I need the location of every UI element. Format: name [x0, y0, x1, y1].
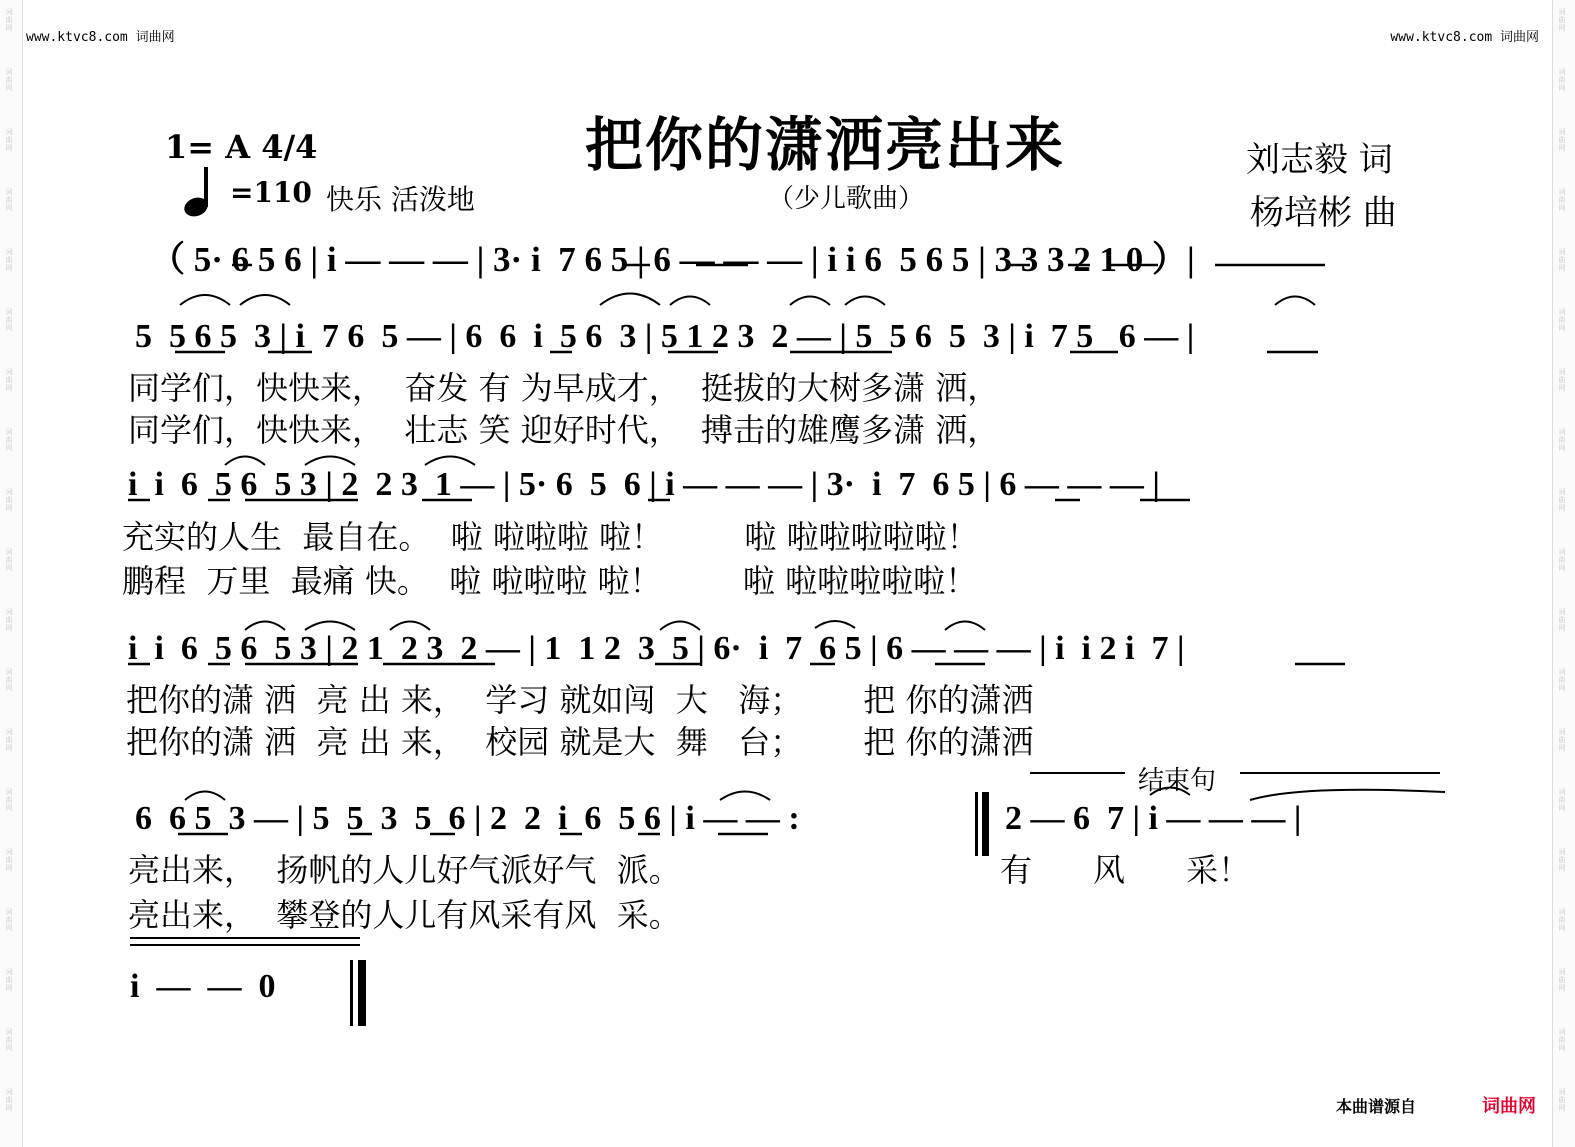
line3-lyric-verse1: 把你的潇 洒 亮 出 来， 学习 就如闯 大 海； 把 你的潇洒	[126, 681, 1034, 719]
final-barline-thick	[358, 960, 366, 1026]
side-watermark-mark: 词 曲 网	[1558, 128, 1566, 152]
composer-credit: 杨培彬 曲	[1250, 193, 1397, 233]
side-watermark-mark: 词 曲 网	[5, 968, 13, 992]
side-watermark-mark: 词 曲 网	[5, 608, 13, 632]
quarter-note-icon	[182, 165, 222, 220]
side-watermark-mark: 词 曲 网	[1558, 248, 1566, 272]
line4-lyric-verse1: 亮出来， 扬帆的人儿好气派好气 派。	[128, 851, 681, 889]
source-label: 本曲谱源自	[1336, 1097, 1417, 1116]
side-watermark-mark: 词 曲 网	[5, 128, 13, 152]
side-watermark-mark: 词 曲 网	[5, 368, 13, 392]
side-watermark-mark: 词 曲 网	[5, 908, 13, 932]
side-watermark-mark: 词 曲 网	[5, 848, 13, 872]
coda-line-bottom	[130, 944, 360, 946]
side-watermark-mark: 词 曲 网	[5, 188, 13, 212]
line4-ending-lyric: 有 风 采！	[1000, 851, 1251, 889]
ending-bracket-left	[1030, 772, 1125, 774]
line4-lyric-verse2: 亮出来， 攀登的人儿有风采有风 采。	[128, 896, 681, 934]
right-watermark-strip	[1552, 0, 1575, 1147]
side-watermark-mark: 词 曲 网	[5, 488, 13, 512]
side-watermark-mark: 词 曲 网	[1558, 908, 1566, 932]
side-watermark-mark: 词 曲 网	[1558, 968, 1566, 992]
side-watermark-mark: 词 曲 网	[5, 248, 13, 272]
side-watermark-mark: 词 曲 网	[1558, 788, 1566, 812]
side-watermark-mark: 词 曲 网	[1558, 308, 1566, 332]
site-watermark-right[interactable]: www.ktvc8.com 词曲网	[1390, 30, 1539, 45]
repeat-barline-thick	[982, 792, 989, 856]
side-watermark-mark: 词 曲 网	[1558, 8, 1566, 32]
side-watermark-mark: 词 曲 网	[5, 788, 13, 812]
line4-notes: 6 6 5 3 — | 5 5 3 5 6 | 2 2 i 6 5 6 | i — — :	[135, 800, 800, 837]
tempo-mood: 快乐 活泼地	[326, 183, 475, 216]
side-watermark-mark: 词 曲 网	[5, 668, 13, 692]
side-watermark-mark: 词 曲 网	[5, 68, 13, 92]
song-title: 把你的潇洒亮出来	[585, 111, 1066, 179]
side-watermark-mark: 词 曲 网	[1558, 368, 1566, 392]
side-watermark-mark: 词 曲 网	[1558, 1088, 1566, 1112]
side-watermark-mark: 词 曲 网	[1558, 68, 1566, 92]
left-watermark-strip	[0, 0, 23, 1147]
side-watermark-mark: 词 曲 网	[1558, 188, 1566, 212]
coda-notes: i — — 0	[130, 968, 276, 1005]
line2-notes: i i 6 5 6 5 3 | 2 2 3 1 — | 5· 6 5 6 | i — — — | 3· i 7 6 5 | 6 — — — |	[128, 466, 1160, 503]
site-watermark-left[interactable]: www.ktvc8.com 词曲网	[26, 30, 175, 45]
line4-ending-notes: 2 — 6 7 | i — — — |	[1005, 800, 1302, 837]
line3-notes: i i 6 5 6 5 3 | 2 1 2 3 2 — | 1 1 2 3 5 | 6· i 7 6 5 | 6 — — — | i i 2 i 7 |	[128, 630, 1185, 667]
side-watermark-mark: 词 曲 网	[5, 308, 13, 332]
ending-bracket-right	[1240, 772, 1440, 774]
side-watermark-mark: 词 曲 网	[1558, 728, 1566, 752]
side-watermark-mark: 词 曲 网	[1558, 548, 1566, 572]
source-site-link[interactable]: 词曲网	[1482, 1096, 1536, 1117]
line1-lyric-verse2: 同学们，快快来， 壮志 笑 迎好时代， 搏击的雄鹰多潇 洒，	[128, 411, 1000, 449]
intro-notes: （ 5· 6 5 6 | i — — — | 3· i 7 6 5 | 6 — — — | i i 6 5 6 5 | 3 3 3 2 1 0 ）|	[150, 240, 1195, 279]
side-watermark-mark: 词 曲 网	[5, 1088, 13, 1112]
repeat-barline-thin	[975, 792, 978, 856]
side-watermark-mark: 词 曲 网	[1558, 488, 1566, 512]
side-watermark-mark: 词 曲 网	[5, 8, 13, 32]
side-watermark-mark: 词 曲 网	[1558, 608, 1566, 632]
final-barline-thin	[350, 960, 353, 1026]
side-watermark-mark: 词 曲 网	[5, 728, 13, 752]
line1-notes: 5 5 6 5 3 | i 7 6 5 — | 6 6 i 5 6 3 | 5 1 2 3 2 — | 5 5 6 5 3 | i 7 5 6 — |	[135, 318, 1195, 355]
side-watermark-mark: 词 曲 网	[1558, 848, 1566, 872]
line1-lyric-verse1: 同学们，快快来， 奋发 有 为早成才， 挺拔的大树多潇 洒，	[128, 369, 1000, 407]
side-watermark-mark: 词 曲 网	[5, 548, 13, 572]
side-watermark-mark: 词 曲 网	[5, 428, 13, 452]
side-watermark-mark: 词 曲 网	[5, 1028, 13, 1052]
coda-line-top	[130, 937, 360, 939]
line2-lyric-verse1: 充实的人生 最自在。 啦 啦啦啦 啦！ 啦 啦啦啦啦啦！	[122, 518, 979, 556]
side-watermark-mark: 词 曲 网	[1558, 1028, 1566, 1052]
key-signature: 1= A 4/4	[165, 128, 318, 166]
side-watermark-mark: 词 曲 网	[1558, 668, 1566, 692]
ending-label: 结束句	[1138, 766, 1217, 796]
lyricist-credit: 刘志毅 词	[1246, 140, 1393, 180]
line2-lyric-verse2: 鹏程 万里 最痛 快。 啦 啦啦啦 啦！ 啦 啦啦啦啦啦！	[122, 562, 978, 600]
song-subtitle: （少儿歌曲）	[768, 184, 925, 214]
side-watermark-mark: 词 曲 网	[1558, 428, 1566, 452]
tempo-value: =110	[230, 176, 312, 209]
line3-lyric-verse2: 把你的潇 洒 亮 出 来， 校园 就是大 舞 台； 把 你的潇洒	[126, 723, 1034, 761]
